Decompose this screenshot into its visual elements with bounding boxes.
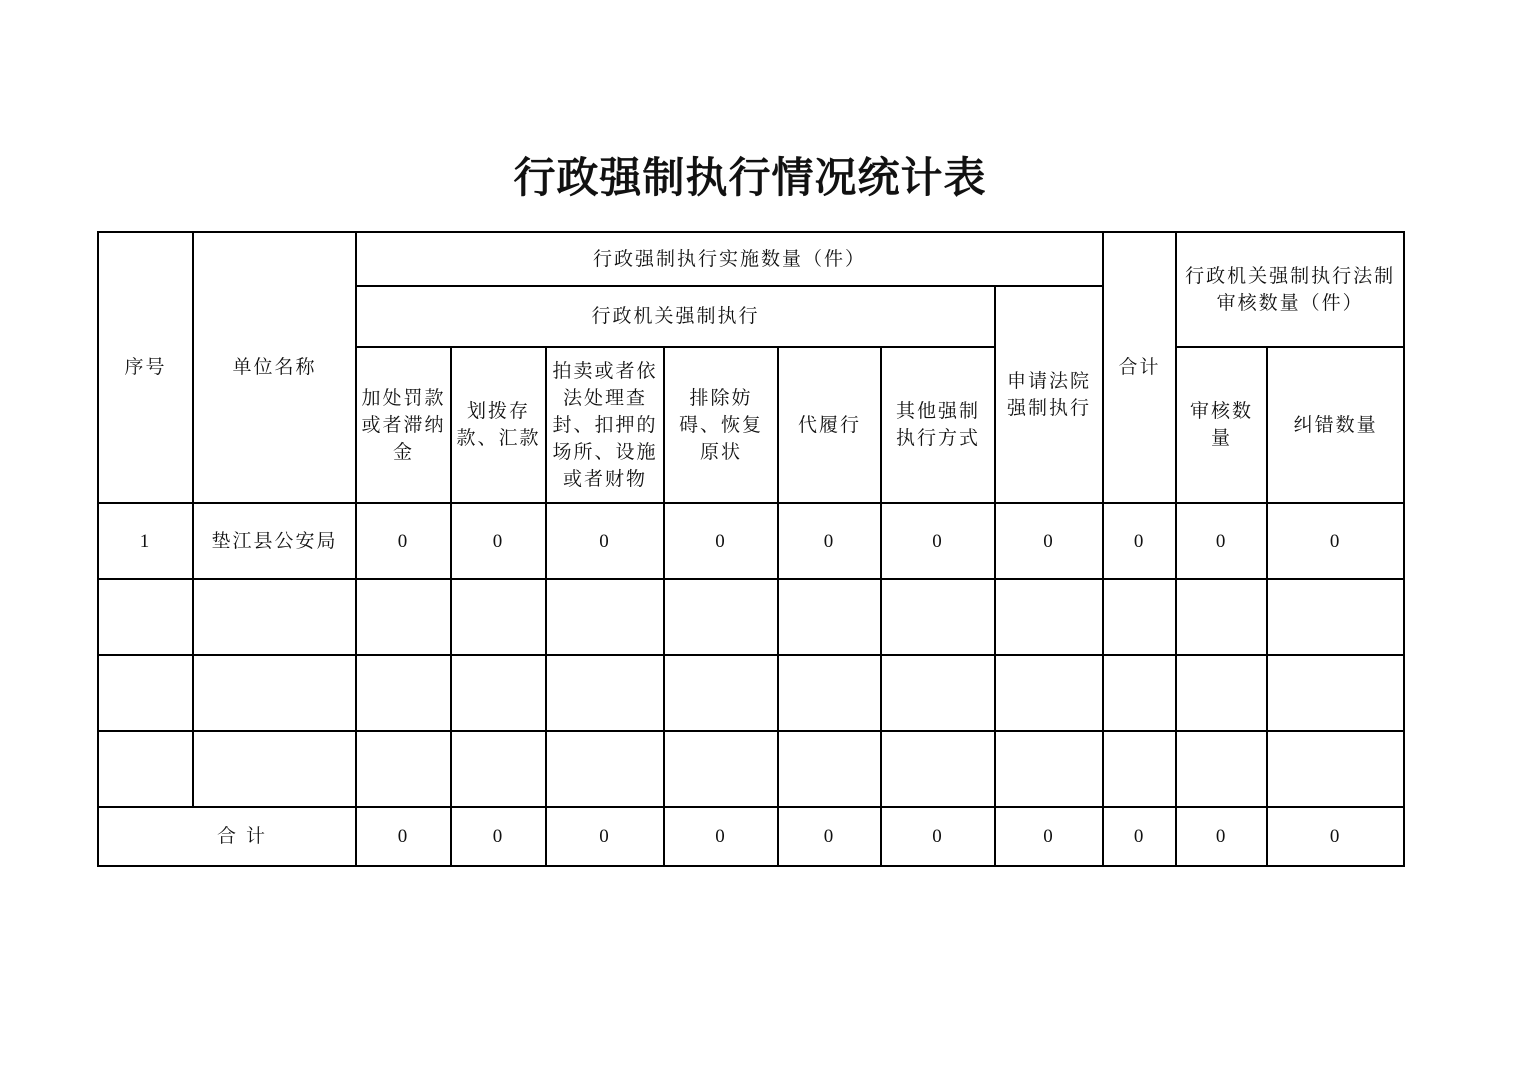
row-value: 0 (881, 503, 995, 579)
total-value: 0 (546, 807, 664, 866)
header-implementation-count: 行政强制执行实施数量（件） (356, 232, 1103, 286)
row-value: 0 (1103, 503, 1176, 579)
empty-cell (356, 655, 451, 731)
total-row (98, 807, 1404, 866)
row-value: 0 (1267, 503, 1404, 579)
empty-cell (1267, 655, 1404, 731)
empty-cell (881, 579, 995, 655)
header-col-substitute-performance: 代履行 (778, 347, 881, 503)
header-col-transfer: 划拨存款、汇款 (451, 347, 546, 503)
header-seq: 序号 (98, 232, 193, 503)
empty-cell (995, 579, 1103, 655)
empty-cell (664, 655, 778, 731)
total-label: 合 计 (98, 807, 356, 866)
header-col-auction: 拍卖或者依法处理查封、扣押的场所、设施或者财物 (546, 347, 664, 503)
empty-cell (546, 579, 664, 655)
row-value: 0 (451, 503, 546, 579)
header-court-enforcement: 申请法院强制执行 (995, 286, 1103, 503)
empty-cell (1267, 579, 1404, 655)
header-agency-enforcement: 行政机关强制执行 (356, 286, 995, 347)
total-value: 0 (664, 807, 778, 866)
empty-cell (995, 731, 1103, 807)
empty-cell (1176, 579, 1267, 655)
header-col-remove-obstruction: 排除妨碍、恢复原状 (664, 347, 778, 503)
empty-cell (356, 731, 451, 807)
total-value: 0 (1103, 807, 1176, 866)
row-value: 0 (356, 503, 451, 579)
row-value: 0 (664, 503, 778, 579)
total-value: 0 (1267, 807, 1404, 866)
empty-cell (1176, 731, 1267, 807)
row-value: 0 (778, 503, 881, 579)
empty-cell (193, 731, 356, 807)
row-seq: 1 (98, 503, 193, 579)
statistics-table (97, 231, 1405, 867)
header-review-count: 审核数量 (1176, 347, 1267, 503)
empty-cell (451, 579, 546, 655)
empty-cell (451, 655, 546, 731)
empty-cell (451, 731, 546, 807)
total-value: 0 (1176, 807, 1267, 866)
header-subtotal: 合计 (1103, 232, 1176, 503)
empty-cell (995, 655, 1103, 731)
row-value: 0 (546, 503, 664, 579)
empty-cell (881, 731, 995, 807)
empty-cell (193, 655, 356, 731)
row-value: 0 (1176, 503, 1267, 579)
empty-cell (664, 731, 778, 807)
header-correction-count: 纠错数量 (1267, 347, 1404, 503)
empty-cell (98, 731, 193, 807)
empty-cell (1267, 731, 1404, 807)
row-unit-name: 垫江县公安局 (193, 503, 356, 579)
empty-cell (546, 655, 664, 731)
empty-cell (778, 579, 881, 655)
empty-cell (1176, 655, 1267, 731)
empty-cell (881, 655, 995, 731)
empty-cell (664, 579, 778, 655)
empty-cell (1103, 579, 1176, 655)
table-row (98, 503, 1404, 579)
empty-cell (778, 731, 881, 807)
total-value: 0 (356, 807, 451, 866)
empty-cell (1103, 655, 1176, 731)
table-row-empty (98, 579, 1404, 655)
total-value: 0 (451, 807, 546, 866)
table-row-empty (98, 655, 1404, 731)
header-col-fine: 加处罚款或者滞纳金 (356, 347, 451, 503)
total-value: 0 (995, 807, 1103, 866)
empty-cell (778, 655, 881, 731)
total-value: 0 (881, 807, 995, 866)
empty-cell (98, 579, 193, 655)
row-value: 0 (995, 503, 1103, 579)
empty-cell (356, 579, 451, 655)
header-legal-review: 行政机关强制执行法制审核数量（件） (1176, 232, 1404, 347)
header-col-other-methods: 其他强制执行方式 (881, 347, 995, 503)
empty-cell (1103, 731, 1176, 807)
header-unit-name: 单位名称 (193, 232, 356, 503)
page-title: 行政强制执行情况统计表 (513, 153, 987, 202)
empty-cell (98, 655, 193, 731)
total-value: 0 (778, 807, 881, 866)
empty-cell (193, 579, 356, 655)
table-row-empty (98, 731, 1404, 807)
empty-cell (546, 731, 664, 807)
